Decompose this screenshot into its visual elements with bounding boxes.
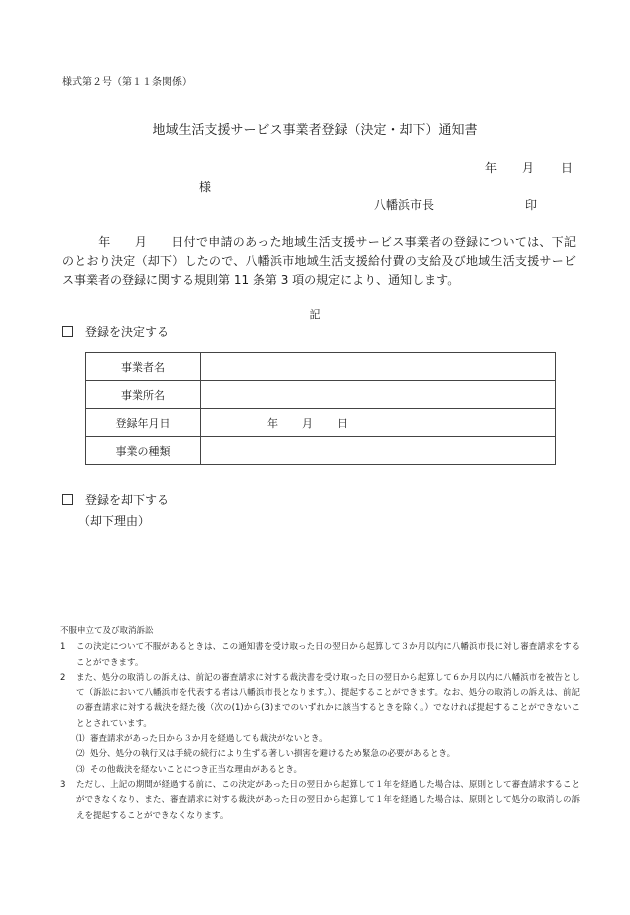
- row-value[interactable]: [201, 437, 556, 465]
- ki-heading: 記: [309, 308, 321, 321]
- item-text: また、処分の取消しの訴えは、前記の審査請求に対する裁決書を受け取った日の翌日から起算して６か月以内に八幡浜市を被告として（訴訟において八幡浜市を代表する者は八幡浜市長となります。）、提起することができます。なお、処分の取消しの訴えは、前記の審査請求に対する裁決を経た後（次の(1)から(3)までのいずれかに該当するときを除く。）でなければ提起することができないこととされています。: [76, 672, 580, 729]
- row-label: 登録年月日: [86, 409, 201, 437]
- reg-month: 月: [302, 416, 313, 430]
- date-month: 月: [522, 161, 535, 175]
- item-number: 2: [60, 672, 66, 683]
- notes-title: 不服申立て及び取消訴訟: [60, 626, 154, 636]
- list-item: [60, 778, 580, 824]
- checkbox-icon[interactable]: [62, 326, 73, 337]
- decision-option[interactable]: [62, 323, 169, 340]
- addressee-suffix: 様: [199, 180, 212, 194]
- item-text: ただし、上記の期間が経過する前に、この決定があった日の翌日から起算して１年を経過した場合は、原則として審査請求することができなくなり、また、審査請求に対する裁決があった日の翌日から起算して１年を経過した場合は、原則として処分の取消しの訴えを提起することができなくなります。: [76, 779, 580, 821]
- row-label: 事業の種類: [86, 437, 201, 465]
- body-month: 月: [134, 235, 148, 249]
- row-label: 事業所名: [86, 381, 201, 409]
- sub-item-number: ⑴: [76, 734, 85, 745]
- body-year: 年: [98, 235, 111, 249]
- list-item: [60, 747, 580, 762]
- reject-reason-label: （却下理由）: [78, 514, 151, 528]
- row-value[interactable]: [201, 381, 556, 409]
- reject-option[interactable]: [62, 491, 169, 508]
- issuer-name: 八幡浜市長: [374, 198, 435, 212]
- list-item: [60, 732, 580, 747]
- table-row: [86, 353, 556, 381]
- body-text: 日付で申請のあった地域生活支援サービス事業者の登録については、下記のとおり決定（却下）したので、八幡浜市地域生活支援給付費の支給及び地域生活支援サービス事業者の登録に関する規則第 11 条第 3 項の規定により、通知します。: [62, 235, 576, 287]
- date-year: 年: [485, 161, 498, 175]
- table-row: [86, 409, 556, 437]
- reg-year: 年: [267, 416, 278, 430]
- item-number: 1: [60, 642, 66, 653]
- registration-date-cell[interactable]: [201, 409, 556, 437]
- table-row: [86, 381, 556, 409]
- decision-option-label: 登録を決定する: [85, 325, 170, 339]
- reg-day: 日: [337, 416, 348, 430]
- seal-mark: 印: [525, 198, 538, 212]
- item-text: この決定について不服があるときは、この通知書を受け取った日の翌日から起算して３か月以内に八幡浜市長に対し審査請求をすることができます。: [76, 642, 580, 668]
- list-item: [60, 671, 580, 732]
- checkbox-icon[interactable]: [62, 494, 73, 505]
- document-title: 地域生活支援サービス事業者登録（決定・却下）通知書: [152, 123, 478, 138]
- form-number: 様式第２号（第１１条関係）: [62, 77, 192, 88]
- row-label: 事業者名: [86, 353, 201, 381]
- reject-option-label: 登録を却下する: [85, 493, 170, 507]
- sub-item-number: ⑶: [76, 764, 85, 775]
- item-number: 3: [60, 779, 66, 790]
- registration-table: [85, 352, 556, 465]
- row-value[interactable]: [201, 353, 556, 381]
- list-item: [60, 640, 580, 671]
- list-item: [60, 763, 580, 778]
- sub-item-text: その他裁決を経ないことにつき正当な理由があるとき。: [90, 764, 302, 775]
- sub-item-text: 処分、処分の執行又は手続の続行により生ずる著しい損害を避けるため緊急の必要があるとき。: [90, 749, 456, 760]
- notice-body: [62, 233, 576, 290]
- sub-item-text: 審査請求があった日から３か月を経過しても裁決がないとき。: [90, 734, 328, 745]
- appeal-notes: [60, 624, 580, 824]
- table-row: [86, 437, 556, 465]
- date-day: 日: [561, 161, 574, 175]
- sub-item-number: ⑵: [76, 749, 85, 760]
